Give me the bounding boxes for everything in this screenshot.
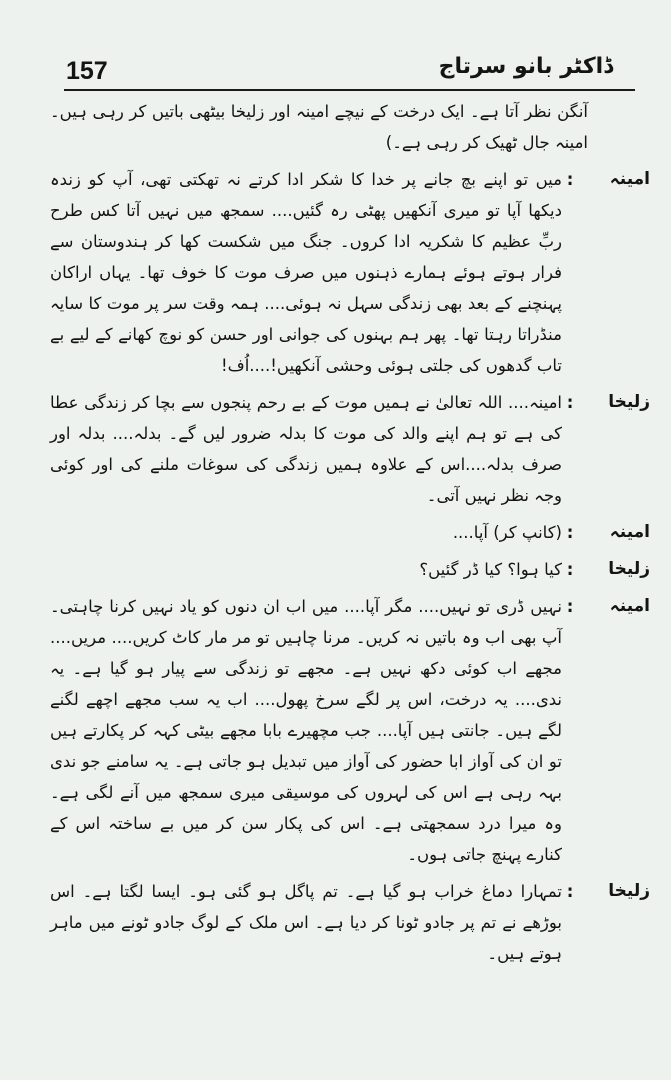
speech-block: [50, 554, 650, 585]
speaker-name: زلیخا: [608, 559, 650, 579]
dialogue-text: [50, 164, 562, 381]
speaker-name: زلیخا: [608, 881, 650, 901]
speaker-colon: :: [566, 597, 574, 616]
dialogue-paragraph: میں تو اپنے بچ جانے پر خدا کا شکر ادا کرتے نہ تھکتی تھی، آپ کو زندہ دیکھا آپا تو میری آنکھیں پھٹی رہ گئیں.... سمجھ میں نہیں آتا کس طرح ربِّ عظیم کا شکریہ ادا کروں۔ جنگ میں شکست کھا کر ہندوستان سے فرار ہوتے ہوئے ہمارے ذہنوں میں صرف موت کا خوف تھا۔ یہاں اراکان پہنچنے کے بعد بھی زندگی سہل نہ ہوئی.... ہمہ وقت سر پر موت کا سایہ منڈراتا رہتا تھا۔ پھر ہم بہنوں کی جوانی اور حسن کو نوچ کھانے کے لیے بے تاب گدھوں کی جلتی ہوئی وحشی آنکھیں!....اُف!: [50, 170, 562, 375]
dialogue-paragraph: تمہارا دماغ خراب ہو گیا ہے۔ تم پاگل ہو گئی ہو۔ ایسا لگتا ہے۔ اس بوڑھے نے تم پر جادو ٹونا کر دیا ہے۔ اس ملک کے لوگ جادو ٹونے میں ماہر ہوتے ہیں۔: [50, 882, 562, 963]
stage-direction: آنگن نظر آتا ہے۔ ایک درخت کے نیچے امینہ اور زلیخا بیٹھی باتیں کر رہی ہیں۔ امینہ جال ٹھیک کر رہی ہے۔): [50, 102, 588, 152]
speech-block: [50, 591, 650, 870]
dialogue-paragraph: امینہ.... اللہ تعالیٰ نے ہمیں موت کے بے رحم پنجوں سے بچا کر زندگی عطا کی ہے تو ہم اپنے والد کی موت کا بدلہ ضرور لیں گے۔ بدلہ.... بدلہ اور صرف بدلہ....اس کے علاوہ ہمیں زندگی کی سوغات ملنے کی اور کوئی وجہ نظر نہیں آتی۔: [50, 393, 562, 505]
speech-block: [50, 387, 650, 511]
speech-block: [50, 517, 650, 548]
dialogue-text: [50, 554, 562, 585]
running-title: ڈاکٹر بانو سرتاج: [438, 54, 613, 79]
speaker-name: امینہ: [609, 169, 650, 189]
speaker-name: امینہ: [609, 522, 650, 542]
header-divider: [64, 89, 635, 91]
dialogue-text: [50, 517, 562, 548]
dialogue-text: [50, 876, 562, 969]
play-text: [50, 96, 650, 975]
dialogue-paragraph: نہیں ڈری تو نہیں.... مگر آپا.... میں اب ان دنوں کو یاد نہیں کرنا چاہتی۔ آپ بھی اب وہ باتیں نہ کریں۔ مرنا چاہیں تو مر مار کاٹ کریں.... مریں.... مجھے اب کوئی دکھ نہیں ہے۔ مجھے تو زندگی سے پیار ہو گیا ہے۔ یہ ندی.... یہ درخت، اس پر لگے سرخ پھول.... اب یہ سب مجھے اچھے لگنے لگے ہیں۔ جانتی ہیں آپا.... جب مچھیرے بابا مجھے بیٹی کہہ کر پکارتے ہیں تو ان کی آواز ابا حضور کی آواز میں تبدیل ہو جاتی ہے۔ یہ سامنے جو ندی بہہ رہی ہے اس کی لہروں کی موسیقی میری سمجھ میں آنے لگی ہے۔ وہ میرا درد سمجھتی ہے۔ اس کی پکار سن کر میں بے ساختہ اس کے کنارے پہنچ جاتی ہوں۔: [50, 597, 562, 864]
speaker-colon: :: [566, 523, 574, 542]
speaker-colon: :: [566, 170, 574, 189]
dialogue-paragraph: کیا ہوا؟ کیا ڈر گئیں؟: [419, 560, 562, 579]
dialogue-text: [50, 387, 562, 511]
speaker-name: زلیخا: [608, 392, 650, 412]
page-number: 157: [66, 57, 108, 85]
speaker-colon: :: [566, 882, 574, 901]
speaker-colon: :: [566, 393, 574, 412]
speech-block: [50, 876, 650, 969]
dialogue-paragraph: (کانپ کر) آپا....: [452, 523, 562, 542]
speaker-name: امینہ: [609, 596, 650, 616]
dialogue-text: [50, 591, 562, 870]
speech-block: [50, 164, 650, 381]
speaker-colon: :: [566, 560, 574, 579]
